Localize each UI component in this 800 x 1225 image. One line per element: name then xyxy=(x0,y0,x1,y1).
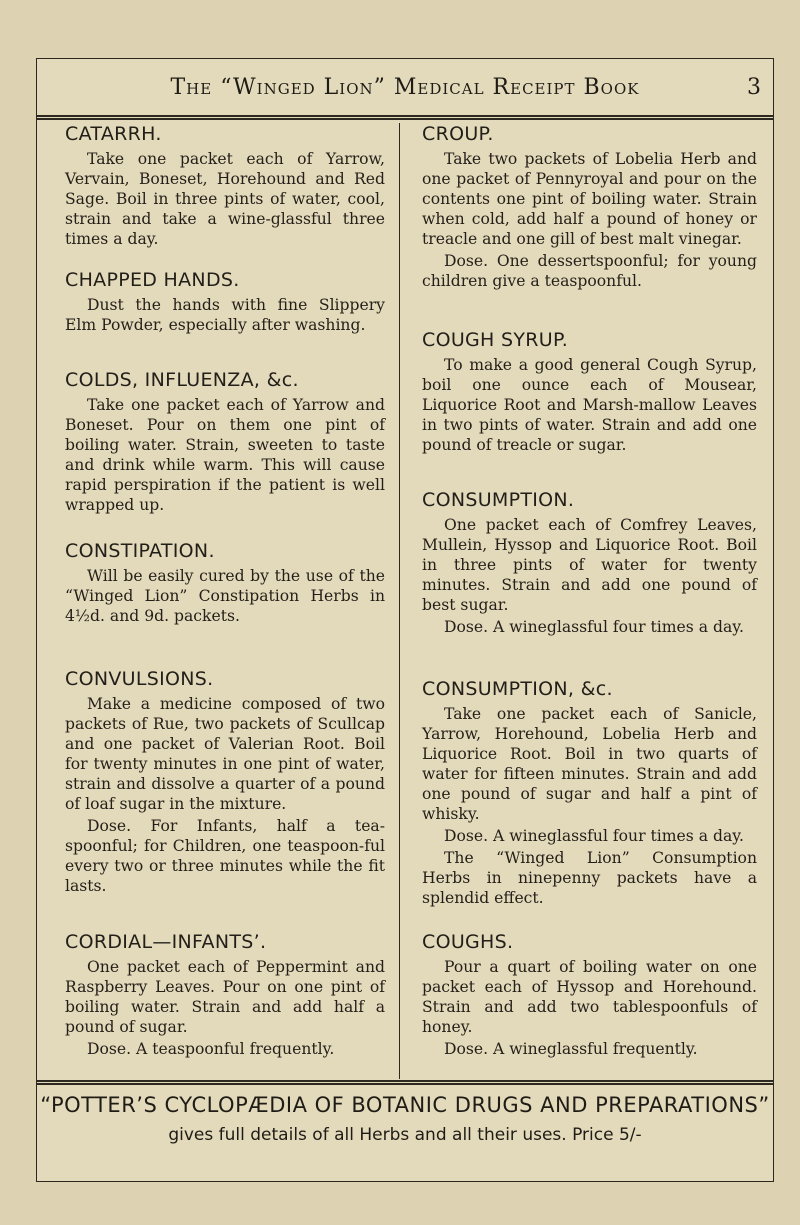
section-dose: Dose. One dessertspoonful; for young children give a teaspoonful. xyxy=(422,252,757,290)
section-title: COLDS, INFLUENZA, &c. xyxy=(65,369,299,391)
section-dose: Dose. A wineglassful frequently. xyxy=(444,1040,698,1058)
right-column xyxy=(422,123,757,1079)
section-catarrh xyxy=(65,123,385,249)
section-title: CONSUMPTION, &c. xyxy=(422,678,613,700)
section-text: To make a good general Cough Syrup, boil one ounce each of Mousear, Liquorice Root and Marsh-mallow Leaves in two pints of water. Strain and add one pound of treacle or sugar. xyxy=(422,356,757,454)
section-title: COUGH SYRUP. xyxy=(422,329,569,351)
section-convulsions xyxy=(65,668,385,896)
section-title: CONSUMPTION. xyxy=(422,489,575,511)
page-header xyxy=(37,59,773,120)
section-text: Take one packet each of Yarrow and Boneset. Pour on them one pint of boiling water. Strain, sweeten to taste and drink while warm. This will cause rapid perspiration if the patient is well wrapped up. xyxy=(65,396,385,514)
section-chapped-hands xyxy=(65,269,385,335)
section-title: CONSTIPATION. xyxy=(65,540,215,562)
section-text: One packet each of Comfrey Leaves, Mullein, Hyssop and Liquorice Root. Boil in three pints of water for twenty minutes. Strain and add one pound of best sugar. xyxy=(422,516,757,614)
section-cough-syrup xyxy=(422,329,757,455)
section-title: CORDIAL—INFANTS’. xyxy=(65,931,267,953)
section-text: Pour a quart of boiling water on one packet each of Hyssop and Horehound. Strain and add two tablespoonfuls of honey. xyxy=(422,958,757,1036)
section-title: CHAPPED HANDS. xyxy=(65,269,240,291)
section-text: Take two packets of Lobelia Herb and one packet of Pennyroyal and pour on the contents one pint of boiling water. Strain when cold, add half a pound of honey or treacle and one gill of best malt vinegar. xyxy=(422,150,757,248)
section-dose: Dose. For Infants, half a tea-spoonful; for Children, one teaspoon-ful every two or three minutes while the fit lasts. xyxy=(65,817,385,895)
section-croup xyxy=(422,123,757,291)
section-note: The “Winged Lion” Consumption Herbs in ninepenny packets have a splendid effect. xyxy=(422,849,757,907)
section-title: COUGHS. xyxy=(422,931,514,953)
section-consumption xyxy=(422,489,757,637)
section-title: CROUP. xyxy=(422,123,494,145)
section-dose: Dose. A wineglassful four times a day. xyxy=(444,618,744,636)
book-page-frame xyxy=(36,58,774,1182)
section-title: CATARRH. xyxy=(65,123,162,145)
section-cordial-infants xyxy=(65,931,385,1059)
section-dose: Dose. A teaspoonful frequently. xyxy=(87,1040,335,1058)
section-dose: Dose. A wineglassful four times a day. xyxy=(444,827,744,845)
page-title: The “Winged Lion” Medical Receipt Book xyxy=(170,75,640,100)
page-number: 3 xyxy=(747,75,761,100)
section-text: Take one packet each of Sanicle, Yarrow, Horehound, Lobelia Herb and Liquorice Root. Boil in two quarts of water for fifteen minutes. Strain and add one pound of sugar and half a pint of whisky. xyxy=(422,705,757,823)
section-text: Make a medicine composed of two packets of Rue, two packets of Scullcap and one packet of Valerian Root. Boil for twenty minutes in one pint of water, strain and dissolve a quarter of a pound of loaf sugar in the mixture. xyxy=(65,695,385,813)
section-colds-influenza xyxy=(65,369,385,515)
section-text: One packet each of Peppermint and Raspberry Leaves. Pour on one pint of boiling water. Strain and add half a pound of sugar. xyxy=(65,958,385,1036)
section-text: Take one packet each of Yarrow, Vervain, Boneset, Horehound and Red Sage. Boil in three pints of water, cool, strain and take a wine-glassful three times a day. xyxy=(65,150,385,248)
section-consumption-etc xyxy=(422,678,757,908)
section-text: Will be easily cured by the use of the “Winged Lion” Constipation Herbs in 4½d. and 9d. packets. xyxy=(65,567,385,625)
footer-subtitle: gives full details of all Herbs and all their uses. Price 5/- xyxy=(168,1125,642,1145)
column-divider xyxy=(399,123,400,1079)
section-constipation xyxy=(65,540,385,626)
footer-title: “POTTER’S CYCLOPÆDIA OF BOTANIC DRUGS AND PREPARATIONS” xyxy=(40,1093,770,1117)
page-footer xyxy=(37,1080,773,1181)
section-text: Dust the hands with fine Slippery Elm Powder, especially after washing. xyxy=(65,296,385,334)
section-coughs xyxy=(422,931,757,1059)
section-title: CONVULSIONS. xyxy=(65,668,214,690)
left-column xyxy=(65,123,385,1079)
